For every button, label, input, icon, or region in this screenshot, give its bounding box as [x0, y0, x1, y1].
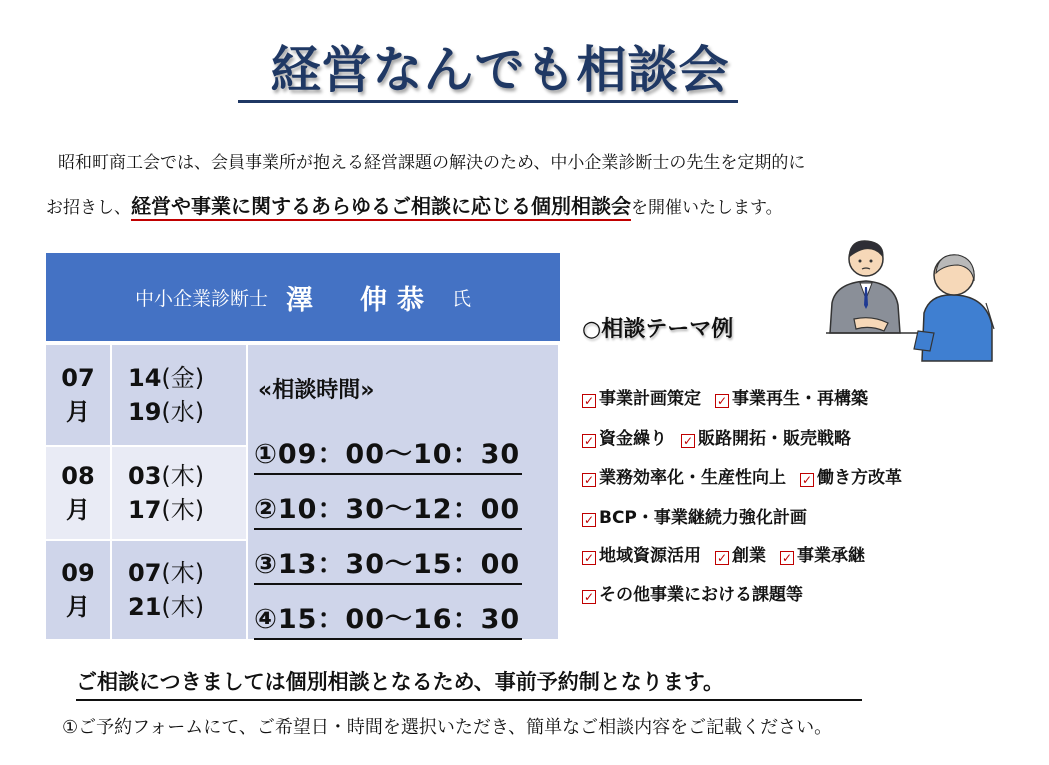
theme-item: 地域資源活用	[599, 546, 701, 566]
checkbox-icon: ✓	[583, 590, 595, 604]
month-number: 07	[61, 364, 95, 392]
date-weekday: (木)	[161, 593, 205, 621]
theme-line	[582, 580, 803, 605]
theme-item: 事業承継	[797, 546, 865, 566]
time-slot: ③13：30～15：00	[254, 542, 522, 585]
date-entry	[128, 590, 246, 624]
date-day: 19	[128, 398, 162, 426]
theme-item: 資金繰り	[599, 429, 667, 449]
time-heading: «相談時間»	[258, 378, 375, 403]
checkbox-icon: ✓	[716, 551, 728, 565]
checkbox-icon: ✓	[716, 394, 728, 408]
intro-line-2-post: を開催いたします。	[631, 198, 783, 218]
time-slots-panel	[248, 345, 560, 641]
theme-line	[582, 424, 851, 449]
date-weekday: (木)	[161, 462, 205, 490]
dates-cell	[112, 345, 248, 447]
theme-line	[582, 541, 865, 566]
date-weekday: (金)	[161, 364, 205, 392]
theme-line	[582, 384, 868, 409]
date-entry	[128, 459, 246, 493]
reservation-notice: ご相談につきましては個別相談となるため、事前予約制となります。	[76, 666, 862, 701]
date-weekday: (水)	[161, 398, 205, 426]
consultant-name: 澤 伸恭	[286, 284, 434, 316]
time-slot: ④15：00～16：30	[254, 597, 522, 640]
title-underline	[238, 100, 738, 103]
month-number: 09	[61, 559, 95, 587]
date-entry	[128, 493, 246, 527]
checkbox-icon: ✓	[583, 394, 595, 408]
theme-item: BCP・事業継続力強化計画	[599, 508, 807, 528]
time-slot: ①09：00～10：30	[254, 432, 522, 475]
page-title: 経営なんでも相談会	[270, 41, 730, 99]
themes-heading: ○相談テーマ例	[582, 317, 734, 342]
date-weekday: (木)	[161, 559, 205, 587]
checkbox-icon: ✓	[583, 513, 595, 527]
month-unit: 月	[66, 593, 90, 621]
date-entry	[128, 395, 246, 429]
date-day: 14	[128, 364, 162, 392]
theme-item: その他事業における課題等	[599, 585, 803, 605]
dates-cell	[112, 447, 248, 541]
reservation-instruction: ①ご予約フォームにて、ご希望日・時間を選択いただき、簡単なご相談内容をご記載ください。	[62, 717, 833, 738]
theme-line	[582, 463, 902, 488]
month-cell	[46, 447, 112, 541]
consultant-header	[46, 253, 560, 341]
theme-item: 創業	[732, 546, 766, 566]
month-unit: 月	[66, 496, 90, 524]
theme-item: 事業再生・再構築	[732, 389, 868, 409]
consultant-person-icon	[830, 241, 900, 333]
date-day: 21	[128, 593, 162, 621]
theme-item: 事業計画策定	[599, 389, 701, 409]
month-unit: 月	[66, 398, 90, 426]
theme-line	[582, 503, 807, 528]
theme-item: 働き方改革	[817, 468, 902, 488]
consultant-role: 中小企業診断士	[134, 287, 268, 310]
month-number: 08	[61, 462, 95, 490]
theme-item: 業務効率化・生産性向上	[599, 468, 786, 488]
dates-cell	[112, 541, 248, 641]
schedule-table	[46, 345, 560, 641]
time-slot: ②10：30～12：00	[254, 487, 522, 530]
checkbox-icon: ✓	[583, 551, 595, 565]
intro-line-1: 昭和町商工会では、会員事業所が抱える経営課題の解決のため、中小企業診断士の先生を定期的に	[58, 153, 806, 173]
checkbox-icon: ✓	[682, 434, 694, 448]
date-weekday: (木)	[161, 496, 205, 524]
date-day: 17	[128, 496, 162, 524]
client-person-icon	[914, 255, 994, 361]
checkbox-icon: ✓	[583, 434, 595, 448]
intro-line-2-pre: お招きし、	[46, 198, 131, 218]
checkbox-icon: ✓	[583, 473, 595, 487]
consultant-honorific: 氏	[452, 287, 472, 310]
checkbox-icon: ✓	[801, 473, 813, 487]
date-entry	[128, 556, 246, 590]
month-cell	[46, 345, 112, 447]
date-day: 03	[128, 462, 162, 490]
theme-item: 販路開拓・販売戦略	[698, 429, 851, 449]
month-cell	[46, 541, 112, 641]
date-day: 07	[128, 559, 162, 587]
intro-line-2	[46, 190, 783, 219]
intro-emphasis: 経営や事業に関するあらゆるご相談に応じる個別相談会	[131, 194, 631, 221]
consultation-illustration	[826, 233, 996, 365]
date-entry	[128, 361, 246, 395]
checkbox-icon: ✓	[781, 551, 793, 565]
